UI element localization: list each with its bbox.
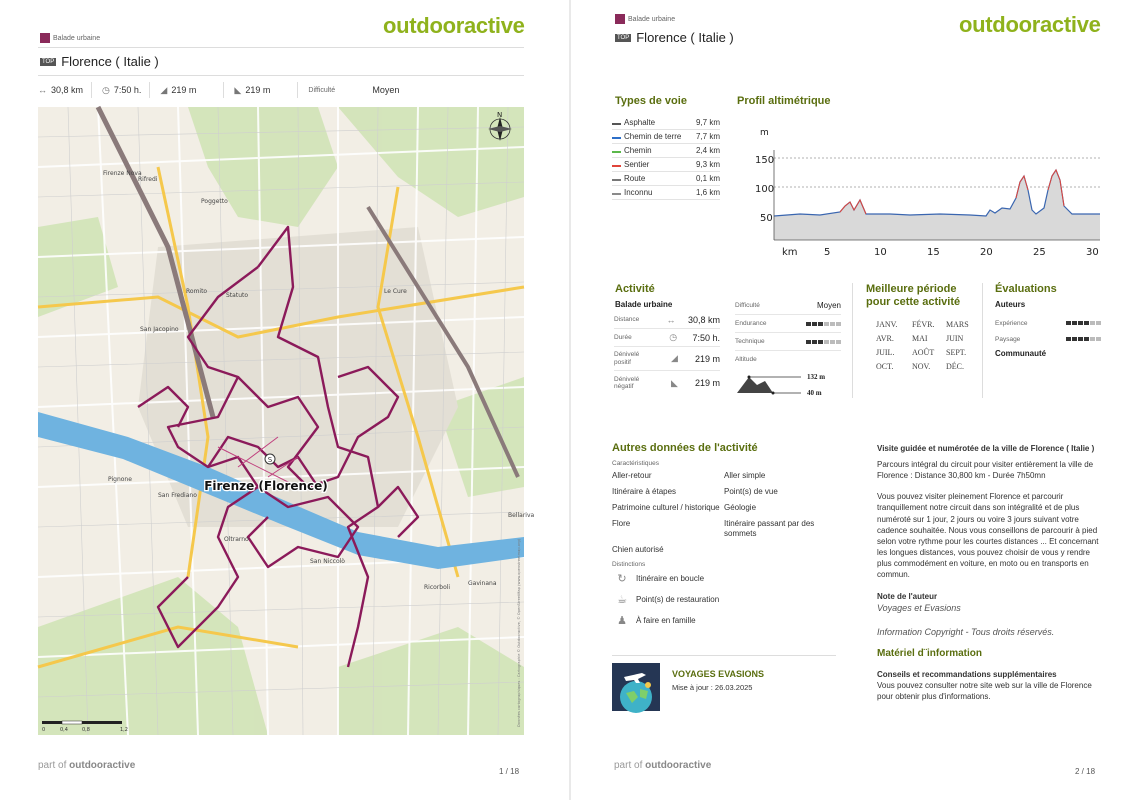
map-graphic [38,107,535,735]
month-label: MAI [912,334,928,343]
landscape-row [995,331,1101,347]
road-type-value: 9,7 km [695,118,720,127]
brand-logo: outdooractive [959,12,1101,37]
month-label: JUIN [946,334,964,343]
characteristics-label: Caractéristiques [612,460,659,467]
distinction-item [616,572,836,585]
place-label: Pignone [108,476,132,483]
road-type-swatch [612,123,621,125]
difficulty-label: Difficulté [308,86,336,94]
route-map[interactable] [38,107,535,735]
road-type-value: 2,4 km [695,146,720,155]
tips-text: Vous pouvez consulter notre site web sur la ville de Florence pour obtenir plus d'informations. [877,681,1092,702]
row-label: Dénivelé négatif [614,375,640,390]
map-credit: Données cartographiques : Cartographie © Outdooractive, © OpenStreetMap (www.openstreetmap.org) [517,538,521,727]
scale-tick: 0 [42,727,46,733]
technique-rating [806,340,841,344]
x-tick: 15 [927,247,940,258]
month-label: DÉC. [946,362,964,371]
road-type-swatch [612,165,621,167]
place-label: Poggetto [201,198,228,205]
place-label: San Niccolò [310,558,345,565]
row-label: Difficulté [735,301,760,309]
road-type-name: Chemin de terre [624,132,682,141]
characteristic-item: Chien autorisé [612,545,664,554]
place-label: San Frediano [158,492,197,499]
duration-value: 7:50 h. [113,85,142,95]
rating-dot [1090,321,1095,325]
y-tick: 100 [755,184,775,195]
footer-part-of [38,760,135,771]
month-label: OCT. [876,362,894,371]
x-tick: 10 [874,247,887,258]
family-icon: ♟ [617,615,627,627]
row-label: Distance [614,315,640,323]
characteristic-item: Itinéraire passant par des sommets [724,519,815,538]
row-label: Altitude [735,355,757,363]
experience-row [995,315,1101,331]
distance-value: 30,8 km [51,85,84,95]
rating-dot [1078,321,1083,325]
descent-icon: ◣ [671,377,678,388]
tips-label: Conseils et recommandations supplémentaires [877,670,1057,680]
activity-heading: Activité [615,283,655,295]
activity-levels [735,297,841,399]
footer-part-of-text: part of [614,760,643,771]
endurance-rating [806,322,841,326]
avatar[interactable] [612,663,660,711]
place-label: Bellariva [508,512,535,519]
row-value: 219 m [694,378,720,388]
road-type-name: Sentier [624,160,650,169]
characteristic-item: Point(s) de vue [724,487,778,496]
month-label: JUIL. [876,348,895,357]
descent-value: 219 m [245,85,271,95]
scale-tick: 0,8 [82,727,90,733]
rating-dot [830,340,835,344]
category-label: Balade urbaine [53,34,101,42]
distance-icon: ↔ [38,85,47,95]
road-type-value: 1,6 km [695,188,720,197]
loop-icon: ↻ [617,573,627,585]
characteristics-grid [612,471,836,555]
road-type-name-wrap [612,118,687,127]
map-city-label: Firenze (Florence) [204,479,328,493]
month-label: AOÛT [912,348,935,357]
title-text: Florence ( Italie ) [636,30,734,45]
author-info [672,663,764,713]
author-note: Voyages et Evasions [877,602,961,613]
months-grid [874,320,978,371]
footer-brand: outdooractive [69,760,136,771]
best-period-heading: Meilleure période pour cette activité [866,283,961,309]
road-types-list [612,116,720,200]
copyright: Information Copyright - Tous droits réservés. [877,627,1055,638]
rating-dot [1096,321,1101,325]
description [877,443,1101,703]
x-tick: 25 [1033,247,1046,258]
rating-dot [1084,337,1089,341]
page-number: 2 / 18 [1075,767,1096,776]
footer-brand: outdooractive [645,760,712,771]
top-badge: TOP [617,34,630,41]
road-type-name: Asphalte [624,118,656,127]
ascent-icon: ◢ [160,84,168,95]
scale-tick: 1,2 [120,727,128,733]
rating-dot [1096,337,1101,341]
other-data-heading: Autres données de l'activité [612,442,758,454]
month-label: NOV. [912,362,931,371]
footer-part-of-text: part of [38,760,67,771]
y-tick: 50 [760,213,773,224]
elevation-y-unit: m [760,128,769,138]
road-type-swatch [612,137,621,139]
stat-difficulty [308,82,407,98]
distance-icon: ↔ [666,314,676,325]
characteristic-item: Aller-retour [612,471,652,480]
ratings-heading: Évaluations [995,283,1057,295]
activity-stats [614,311,720,395]
rating-dot [812,322,817,326]
elevation-heading: Profil altimétrique [737,95,831,107]
characteristic-item: Géologie [724,503,757,512]
category-breadcrumb [615,14,675,24]
road-type-swatch [612,193,621,195]
clock-icon: ◷ [669,332,678,342]
stat-ascent [160,82,224,98]
distinction-item [616,593,836,606]
road-type-name: Route [624,174,646,183]
page-number: 1 / 18 [499,767,520,776]
row-value: 7:50 h. [692,332,720,343]
road-type-row [612,144,720,158]
clock-icon: ◷ [102,84,110,95]
row-label: Durée [614,333,632,341]
descent-icon: ◣ [234,84,242,95]
elevation-x-unit: km [782,247,798,258]
rating-dot [1078,337,1083,341]
elevation-chart [740,110,1102,260]
distinction-label: Itinéraire en boucle [636,574,705,583]
row-label: Endurance [735,319,767,327]
place-label: Firenze Nova [103,170,142,177]
rating-dot [806,340,811,344]
rating-dot [812,340,817,344]
y-tick: 150 [755,155,775,166]
rating-dot [1084,321,1089,325]
material-heading: Matériel d¨information [877,648,983,660]
experience-rating [1066,321,1101,325]
author-updated: Mise à jour : 26.03.2025 [672,683,753,692]
row-label: Expérience [995,319,1028,327]
rating-dot [1072,321,1077,325]
road-type-row [612,116,720,130]
category-icon [40,33,50,43]
stat-distance [38,82,92,98]
restaurant-icon: ☕ [617,594,627,606]
row-value: 219 m [694,353,720,364]
road-type-swatch [612,151,621,153]
ratings-community: Communauté [995,349,1047,358]
characteristic-item: Flore [612,519,631,528]
ascent-value: 219 m [171,85,197,95]
brand-logo: outdooractive [383,13,525,38]
category-breadcrumb [40,33,100,43]
north-label: N [497,111,503,119]
road-type-name-wrap [612,174,687,183]
month-label: AVR. [876,334,894,343]
month-label: SEPT. [946,348,967,357]
distinctions-label: Distinctions [612,561,646,568]
activity-row-duration [614,329,720,347]
road-type-value: 9,3 km [695,160,720,169]
section-divider [982,283,983,398]
scale-tick: 0,4 [60,727,68,733]
svg-text:S: S [267,456,273,464]
difficulty-value: Moyen [372,85,400,95]
road-type-value: 7,7 km [695,132,720,141]
altitude-row [735,351,841,367]
place-label: San Jacopino [140,326,179,333]
place-label: Rifredi [138,176,158,183]
category-label: Balade urbaine [628,15,676,23]
road-type-name-wrap [612,146,687,155]
row-label: Technique [735,337,765,345]
difficulty-value: Moyen [816,301,841,310]
rating-dot [836,322,841,326]
top-badge: TOP [42,58,55,65]
characteristic-item: Patrimoine culturel / historique [612,503,720,512]
row-value: 30,8 km [687,314,720,325]
description-p1: Parcours intégral du circuit pour visiter entièrement la ville de Florence : Distance 30,800 km - Durée 7h50mn [877,459,1094,480]
rating-dot [1066,337,1071,341]
road-type-value: 0,1 km [695,174,720,183]
page-title [615,30,734,45]
rating-dot [818,340,823,344]
road-type-name-wrap [612,160,687,169]
activity-type: Balade urbaine [615,300,673,309]
month-label: MARS [946,320,969,329]
characteristic-item: Aller simple [724,471,766,480]
x-tick: 20 [980,247,993,258]
technique-row [735,333,841,351]
altitude-min: 40 m [807,389,822,397]
month-label: FÉVR. [912,320,935,329]
activity-row-distance [614,311,720,329]
rating-dot [806,322,811,326]
road-type-row [612,130,720,144]
page-title [40,54,159,69]
road-types-heading: Types de voie [615,95,687,107]
ascent-icon: ◢ [671,353,678,363]
header-divider [38,47,524,48]
place-label: Oltrarno [224,536,249,543]
road-type-name: Inconnu [624,188,653,197]
stat-descent [234,82,298,98]
altitude-graphic [735,367,841,397]
x-tick: 30 [1086,247,1099,258]
place-label: Romito [186,288,208,295]
road-type-name-wrap [612,132,687,141]
road-type-row [612,172,720,186]
rating-dot [1090,337,1095,341]
footer-part-of [614,760,711,771]
rating-dot [830,322,835,326]
stat-duration [102,82,150,98]
rating-dot [1072,337,1077,341]
rating-dot [824,340,829,344]
landscape-rating [1066,337,1101,341]
x-tick: 5 [824,247,831,258]
globe-plane-icon [612,663,660,711]
rating-dot [836,340,841,344]
intro-title: Visite guidée et numérotée de la ville de Florence ( Italie ) [877,444,1095,453]
page-1 [0,0,569,800]
row-label: Paysage [995,335,1021,343]
place-label: Statuto [226,292,249,299]
stats-bar [38,82,524,98]
activity-row-ascent [614,347,720,371]
section-divider [852,283,853,398]
category-icon [615,14,625,24]
road-type-row [612,186,720,200]
road-type-name: Chemin [624,146,652,155]
road-type-name-wrap [612,188,687,197]
ratings-authors: Auteurs [995,300,1026,309]
rating-dot [818,322,823,326]
other-data [612,460,836,627]
row-label: Dénivelé positif [614,351,640,366]
place-label: Ricorboli [424,584,451,591]
author-name: VOYAGES EVASIONS [672,669,765,679]
ratings-list [995,315,1101,358]
author-card[interactable] [612,663,836,713]
distinction-label: À faire en famille [636,616,696,625]
altitude-max: 132 m [807,373,826,381]
month-label: JANV. [876,320,898,329]
distinction-item [616,614,836,627]
rating-dot [824,322,829,326]
author-note-label: Note de l'auteur [877,591,938,601]
endurance-row [735,315,841,333]
distinction-label: Point(s) de restauration [636,595,720,604]
characteristic-item: Itinéraire à étapes [612,487,677,496]
road-type-swatch [612,179,621,181]
description-p2: Vous pouvez visiter pleinement Florence et parcourir tranquillement notre circuit dans son intégralité et de plus numéroté sur 1 jour, 2 jours ou voire 3 jours suivant votre cadence souhaitée. Nous vous conseillons de parcourir à pied selon votre rythme pour les courtes distances ... Et concernant les longues distances, vous pouvez choisir de vous y rendre plus commodément en voiture, en moto ou en transports en commun. [877,492,1099,580]
author-divider [612,655,836,656]
place-label: Gavinana [468,580,497,587]
place-label: Le Cure [384,288,407,295]
title-divider [38,75,524,76]
difficulty-row [735,297,841,315]
rating-dot [1066,321,1071,325]
road-type-row [612,158,720,172]
title-text: Florence ( Italie ) [61,54,159,69]
activity-row-descent [614,371,720,395]
